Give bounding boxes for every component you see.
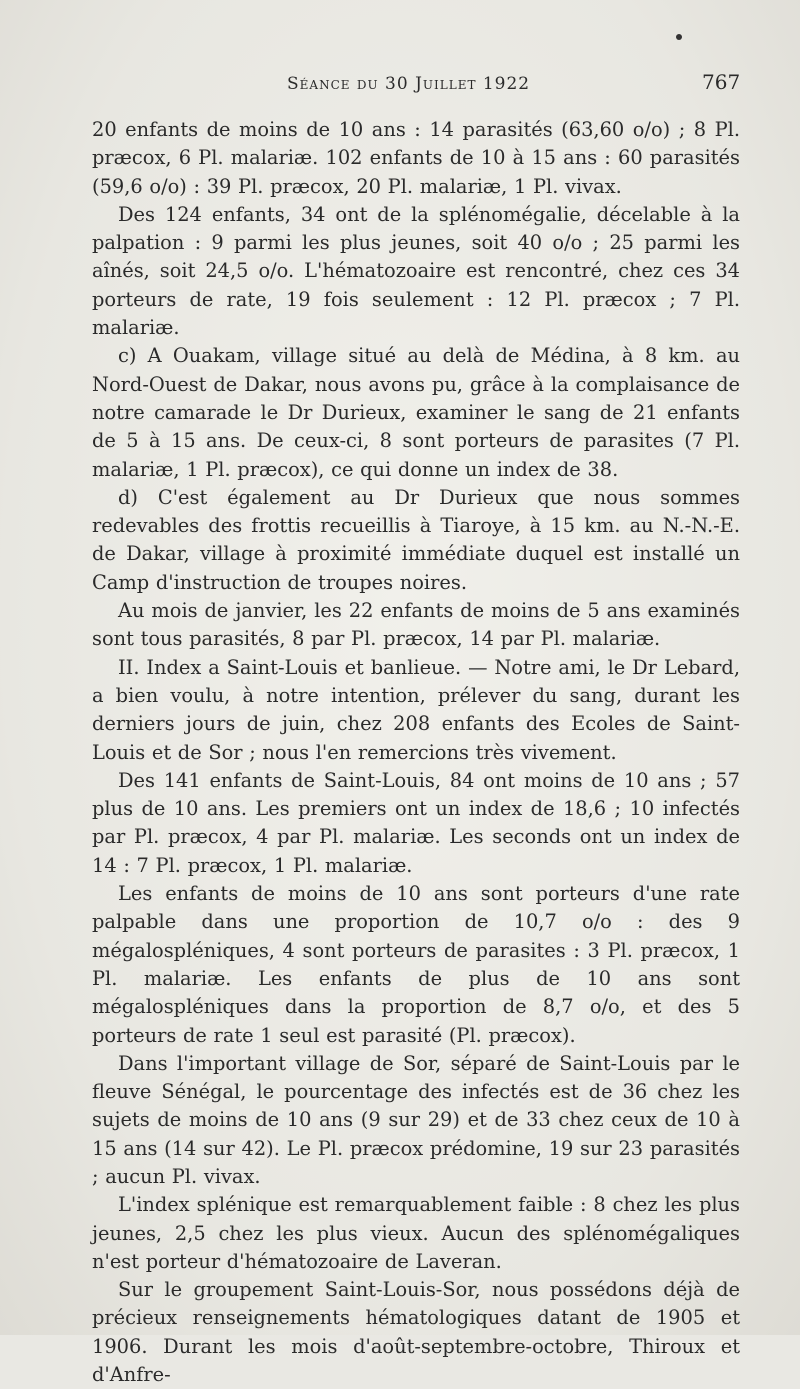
body-text — [92, 116, 740, 1389]
running-title: Séance du 30 Juillet 1922 — [287, 74, 531, 94]
ink-dot — [676, 34, 682, 40]
page-number: 767 — [702, 70, 741, 94]
paragraph-4: d) C'est également au Dr Durieux que nous sommes redevables des frottis recueillis à Tiaroye, à 15 km. au N.-N.-E. de Dakar, village à proximité immédiate duquel est installé un Camp d'instruction de troupes noires. — [92, 485, 740, 594]
paragraph-2: Des 124 enfants, 34 ont de la splénomégalie, décelable à la palpation : 9 parmi les plus jeunes, soit 40 o/o ; 25 parmi les aînés, soit 24,5 o/o. L'hématozoaire est rencontré, chez ces 34 porteurs de rate, 19 fois seulement : 12 Pl. præcox ; 7 Pl. malariæ. — [92, 202, 740, 340]
paragraph-5: Au mois de janvier, les 22 enfants de moins de 5 ans examinés sont tous parasités, 8 par Pl. præcox, 14 par Pl. malariæ. — [92, 599, 740, 651]
paragraph-9: Dans l'important village de Sor, séparé de Saint-Louis par le fleuve Sénégal, le pourcentage des infectés est de 36 chez les sujets de moins de 10 ans (9 sur 29) et de 33 chez ceux de 10 à 15 ans (14 sur 42). Le Pl. præcox prédomine, 19 sur 23 parasités ; aucun Pl. vivax. — [92, 1051, 740, 1188]
paragraph-11: Sur le groupement Saint-Louis-Sor, nous possédons déjà de précieux renseignements hématologiques datant de 1905 et 1906. Durant les mois d'août-septembre-octobre, Thiroux et d'Anfre- — [92, 1278, 740, 1387]
paragraph-8: Les enfants de moins de 10 ans sont porteurs d'une rate palpable dans une proportion de 10,7 o/o : des 9 mégalospléniques, 4 sont porteurs de parasites : 3 Pl. præcox, 1 Pl. malariæ. Les enfants de plus de 10 ans sont mégalospléniques dans la proportion de 8,7 o/o, et des 5 porteurs de rate 1 seul est parasité (Pl. præcox). — [92, 882, 740, 1047]
paragraph-3: c) A Ouakam, village situé au delà de Médina, à 8 km. au Nord-Ouest de Dakar, nous avons pu, grâce à la complaisance de notre camarade le Dr Durieux, examiner le sang de 21 enfants de 5 à 15 ans. De ceux-ci, 8 sont porteurs de parasites (7 Pl. malariæ, 1 Pl. præcox), ce qui donne un index de 38. — [92, 344, 740, 481]
page-header — [0, 70, 800, 100]
paragraph-10: L'index splénique est remarquablement faible : 8 chez les plus jeunes, 2,5 chez les plus vieux. Aucun des splénomégaliques n'est porteur d'hématozoaire de Laveran. — [92, 1193, 740, 1273]
paragraph-1: 20 enfants de moins de 10 ans : 14 parasités (63,60 o/o) ; 8 Pl. præcox, 6 Pl. malariæ. 102 enfants de 10 à 15 ans : 60 parasités (59,6 o/o) : 39 Pl. præcox, 20 Pl. malariæ, 1 Pl. vivax. — [92, 118, 740, 198]
paragraph-6: II. Index a Saint-Louis et banlieue. — Notre ami, le Dr Lebard, a bien voulu, à notre intention, prélever du sang, durant les derniers jours de juin, chez 208 enfants des Ecoles de Saint-Louis et de Sor ; nous l'en remercions très vivement. — [92, 655, 740, 764]
paragraph-7: Des 141 enfants de Saint-Louis, 84 ont moins de 10 ans ; 57 plus de 10 ans. Les premiers ont un index de 18,6 ; 10 infectés par Pl. præcox, 4 par Pl. malariæ. Les seconds ont un index de 14 : 7 Pl. præcox, 1 Pl. malariæ. — [92, 768, 740, 877]
